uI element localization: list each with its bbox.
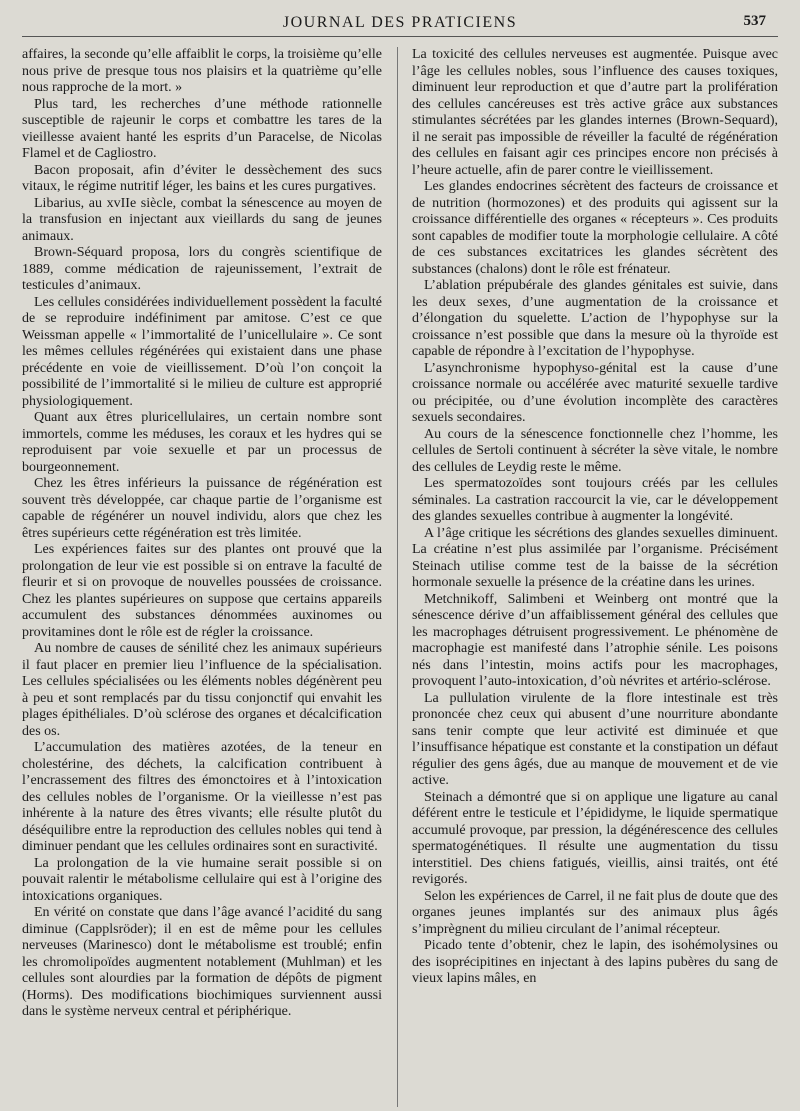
paragraph: L’asynchronisme hypophyso-génital est la cause d’une croissance normale ou accélérée avec maturité sexuelle tardive ou précipitée, ou d’une évolution incomplète des caractères sexuels secondaires. (412, 360, 778, 425)
paragraph: La prolongation de la vie humaine serait possible si on pouvait ralentir le métabolisme cellulaire qui est à l’origine des intoxications organiques. (22, 855, 382, 904)
paragraph: Les cellules considérées individuellement possèdent la faculté de se reproduire indéfiniment par amitose. C’est ce que Weissman appelle « l’immortalité de l’unicellulaire ». Ce sont les mêmes cellules régénérées qui existaient dans une phase précédente en voie de vieillissement. D’où l’on conçoit la possibilité de l’immortalité si le milieu de culture est approprié physiologiquement. (22, 294, 382, 409)
page-number: 537 (743, 13, 766, 29)
paragraph: Au nombre de causes de sénilité chez les animaux supérieurs il faut placer en premier lieu l’influence de la spécialisation. Les cellules spécialisées ou les éléments nobles dégénèrent peu à peu et sont remplacés par du tissu conjonctif qui envahit les plages épithéliales. D’où sclérose des organes et décalcification des os. (22, 641, 382, 739)
paragraph: Steinach a démontré que si on applique une ligature au canal déférent entre le testicule et l’épididyme, le liquide spermatique accumulé provoque, par pression, la dégénérescence des cellules spermatogénétiques. Il résulte une augmentation du tissu interstitiel. Des chiens fatigués, vieillis, ainsi traités, ont été revigorés. (412, 789, 778, 887)
paragraph: L’accumulation des matières azotées, de la teneur en cholestérine, des déchets, la calcification contribuent à l’encrassement des filtres des émonctoires et à l’intoxication des cellules nobles de l’organisme. Or la vieillesse n’est pas inhérente à la nature des êtres vivants; elle résulte plutôt du déséquilibre entre la reproduction des cellules nobles qui tend à diminuer pendant que les cellules ordinaires sont en suractivité. (22, 740, 382, 854)
column-divider (397, 47, 398, 1107)
paragraph: Quant aux êtres pluricellulaires, un certain nombre sont immortels, comme les méduses, les coraux et les hydres qui se reproduisent par voie sexuelle et par un processus de bourgeonnement. (22, 410, 382, 475)
paragraph: La toxicité des cellules nerveuses est augmentée. Puisque avec l’âge les cellules nobles, sous l’influence des causes toxiques, diminuent leur reproduction et que d’autre part la prolifération des cellules cancéreuses est très active grâce aux substances stimulantes sécrétées par les glandes internes (Brown-Sequard), il ne serait pas impossible de réveiller la faculté de régénération des cellules en faisant agir ces principes encore non précisés à l’heure actuelle, afin de parer contre le vieillissement. (412, 47, 778, 178)
paragraph: La pullulation virulente de la flore intestinale est très prononcée chez ceux qui abusent d’une nourriture abondante sans tenir compte que leur activité est diminuée et que l’insuffisance hépatique est constante et la constipation un défaut régulier des gens âgés, due au manque de mouvement et de vie active. (412, 690, 778, 788)
paragraph: Picado tente d’obtenir, chez le lapin, des isohémolysines ou des isoprécipitines en injectant à des lapins pubères du sang de vieux lapins mâles, en (412, 938, 778, 986)
paragraph: Au cours de la sénescence fonctionnelle chez l’homme, les cellules de Sertoli continuent à sécréter la sève vitale, le nombre des cellules de Leydig reste le même. (412, 426, 778, 475)
paragraph: L’ablation prépubérale des glandes génitales est suivie, dans les deux sexes, d’une augmentation de la croissance et d’élongation du squelette. L’action de l’hypophyse sur la croissance n’est possible que dans la mesure où la thyroïde est capable de répondre à l’excitation de l’hypophyse. (412, 278, 778, 359)
paragraph: Les spermatozoïdes sont toujours créés par les cellules séminales. La castration raccourcit la vie, car le développement des glandes sexuelles contribue à augmenter la longévité. (412, 476, 778, 524)
paragraph: Les glandes endocrines sécrètent des facteurs de croissance et de nutrition (hormozones) et des produits qui agissent sur la croissance différentielle des organes « récepteurs ». Ces produits sont capables de modifier toute la morphologie cellulaire. A côté de ces substances excitatrices les glandes sécrètent des substances (chalons) dont le rôle est frénateur. (412, 179, 778, 277)
paragraph: Metchnikoff, Salimbeni et Weinberg ont montré que la sénescence dérive d’un affaiblissement général des cellules que les macrophages détruisent progressivement. Le phénomène de macrophagie est manifesté dans l’atrophie sénile. Les poisons nés dans l’intestin, moins actifs pour les macrophages, provoquent l’auto-intoxication, d’où névrites et artério-sclérose. (412, 591, 778, 689)
paragraph: En vérité on constate que dans l’âge avancé l’acidité du sang diminue (Capplsröder); il en est de même pour les cellules nerveuses (Marinesco) dont le métabolisme est troublé; enfin les chromolipoïdes augmentent notablement (Muhlman) et les cellules sont alourdies par la formation de dépôts de pigment (Horms). Des modifications biochimiques surviennent aussi dans le système nerveux central et périphérique. (22, 905, 382, 1019)
article-columns (22, 47, 778, 1107)
paragraph: Les expériences faites sur des plantes ont prouvé que la prolongation de leur vie est possible si on entrave la faculté de fleurir et si on provoque de nouvelles poussées de croissance. Chez les plantes supérieures on suppose que certains appareils accumulent des substances dénommées auxinomes ou provitamines dont le rôle est de régler la croissance. (22, 542, 382, 640)
right-column (412, 47, 778, 1107)
page-header (22, 10, 778, 37)
paragraph: Chez les êtres inférieurs la puissance de régénération est souvent très développée, car chaque partie de l’organisme est capable de régénérer un nouvel individu, alors que chez les êtres supérieurs cette régénération est très limitée. (22, 476, 382, 541)
paragraph: A l’âge critique les sécrétions des glandes sexuelles diminuent. La créatine n’est plus assimilée par l’organisme. Précisément Steinach utilise comme test de la baisse de la sécrétion hormonale sexuelle la présence de la créatine dans les urines. (412, 525, 778, 590)
paragraph: affaires, la seconde qu’elle affaiblit le corps, la troisième qu’elle nous prive de presque tous nos plaisirs et la quatrième qu’elle nous rapproche de la mort. » (22, 47, 382, 95)
paragraph: Plus tard, les recherches d’une méthode rationnelle susceptible de rajeunir le corps et combattre les tares de la vieillesse avaient hanté les esprits d’un Paracelse, de Nicolas Flamel et de Cagliostro. (22, 96, 382, 161)
paragraph: Selon les expériences de Carrel, il ne fait plus de doute que des organes jeunes implantés sur des animaux plus âgés s’imprègnent du milieu circulant de l’animal récepteur. (412, 888, 778, 937)
paragraph: Bacon proposait, afin d’éviter le dessèchement des sucs vitaux, le régime nutritif léger, les bains et les cures purgatives. (22, 162, 382, 194)
paragraph: Brown-Séquard proposa, lors du congrès scientifique de 1889, comme médication de rajeunissement, l’extrait de testicules d’animaux. (22, 245, 382, 293)
journal-title: JOURNAL DES PRATICIENS (282, 14, 518, 31)
left-column (22, 47, 382, 1107)
paragraph: Libarius, au xvIIe siècle, combat la sénescence au moyen de la transfusion en injectant aux vieillards du sang de jeunes animaux. (22, 195, 382, 244)
